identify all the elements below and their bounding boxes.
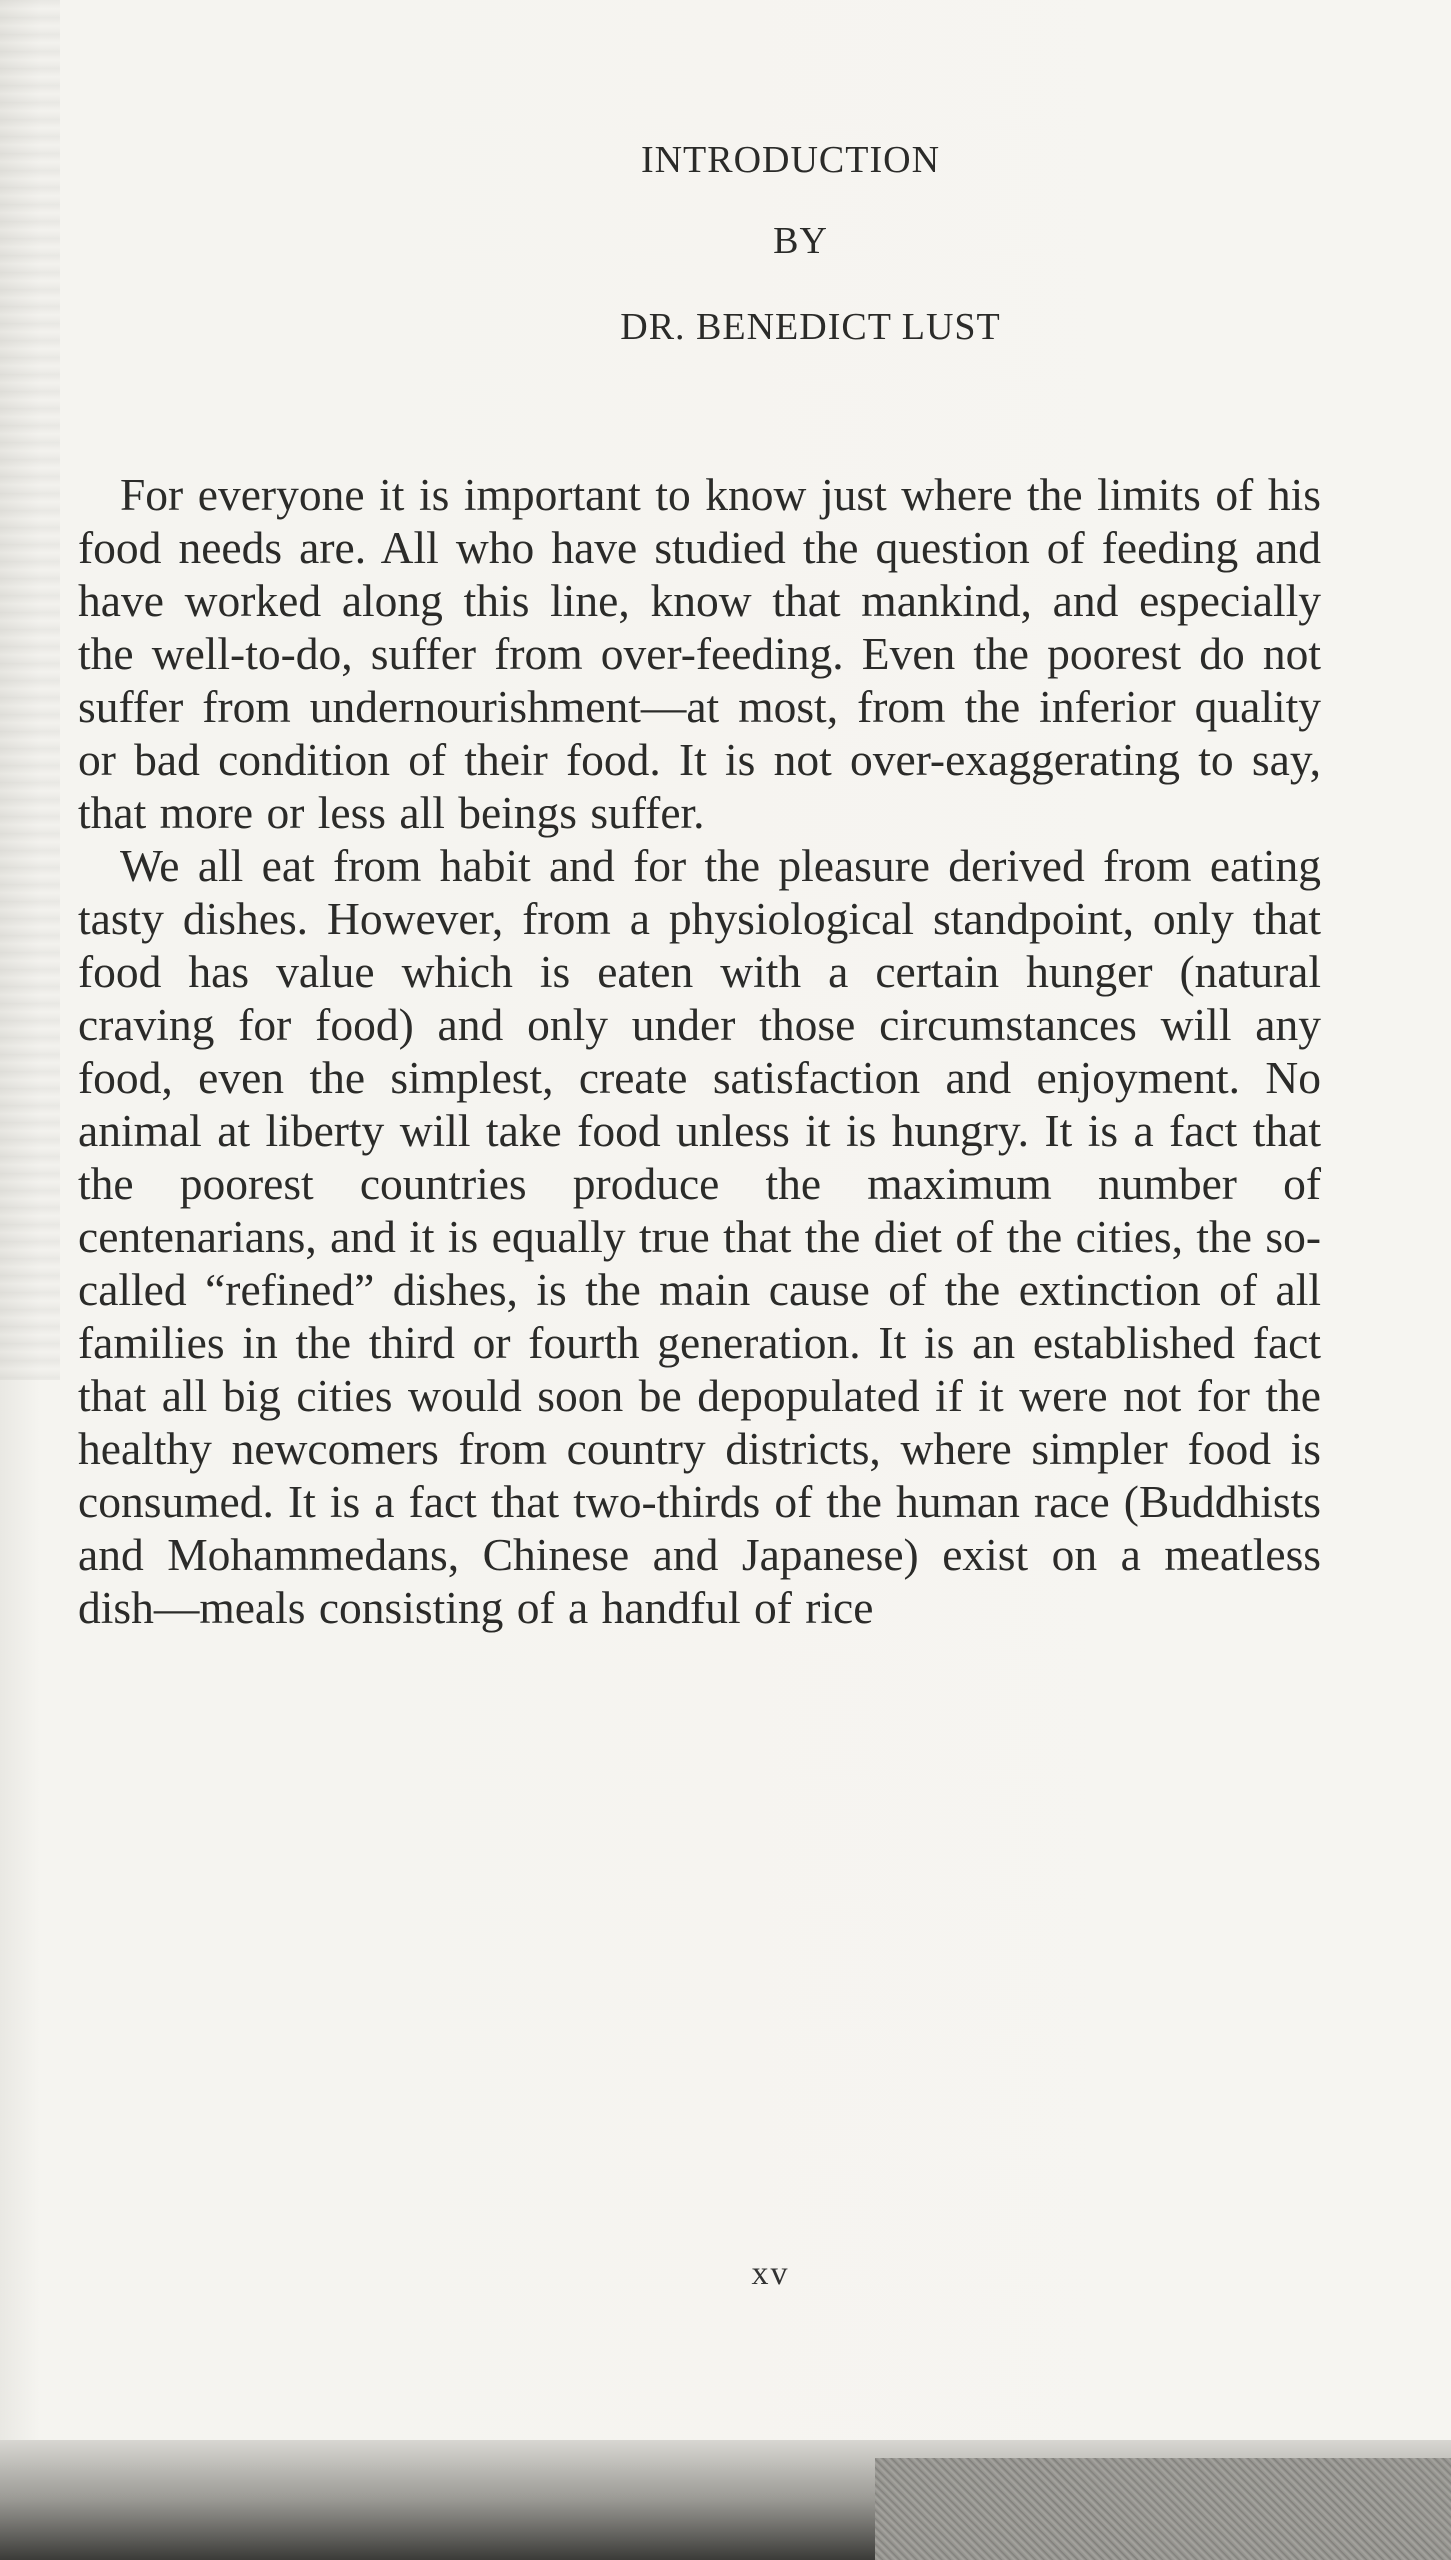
body-text xyxy=(78,468,1321,1634)
binding-edge-shadow xyxy=(0,0,60,1380)
paragraph-2: We all eat from habit and for the pleasure derived from eating tasty dishes. However, from a physiological standpoint, only that food has value which is eaten with a certain hunger (natural craving for food) and only under those circumstances will any food, even the simplest, create satisfaction and enjoyment. No animal at liberty will take food unless it is hungry. It is a fact that the poorest countries produce the maximum number of centenarians, and it is equally true that the diet of the cities, the so-called “refined” dishes, is the main cause of the extinction of all families in the third or fourth generation. It is an established fact that all big cities would soon be depopulated if it were not for the healthy newcomers from country districts, where simpler food is consumed. It is a fact that two-thirds of the human race (Buddhists and Mohammedans, Chinese and Japanese) exist on a meatless dish—meals consisting of a handful of rice xyxy=(78,840,1321,1633)
scan-bottom-block xyxy=(875,2458,1451,2560)
paragraph-1: For everyone it is important to know just where the limits of his food needs are. All who have studied the question of feeding and have worked along this line, know that mankind, and especially the well-to-do, suffer from over-feeding. Even the poorest do not suffer from undernourishment—at most, from the inferior quality or bad condition of their food. It is not over-exaggerating to say, that more or less all beings suffer. xyxy=(78,469,1321,838)
chapter-author: DR. BENEDICT LUST xyxy=(620,306,1001,348)
chapter-title: INTRODUCTION xyxy=(640,139,941,181)
chapter-title-by: BY xyxy=(773,220,828,262)
page-number: xv xyxy=(751,2255,790,2292)
